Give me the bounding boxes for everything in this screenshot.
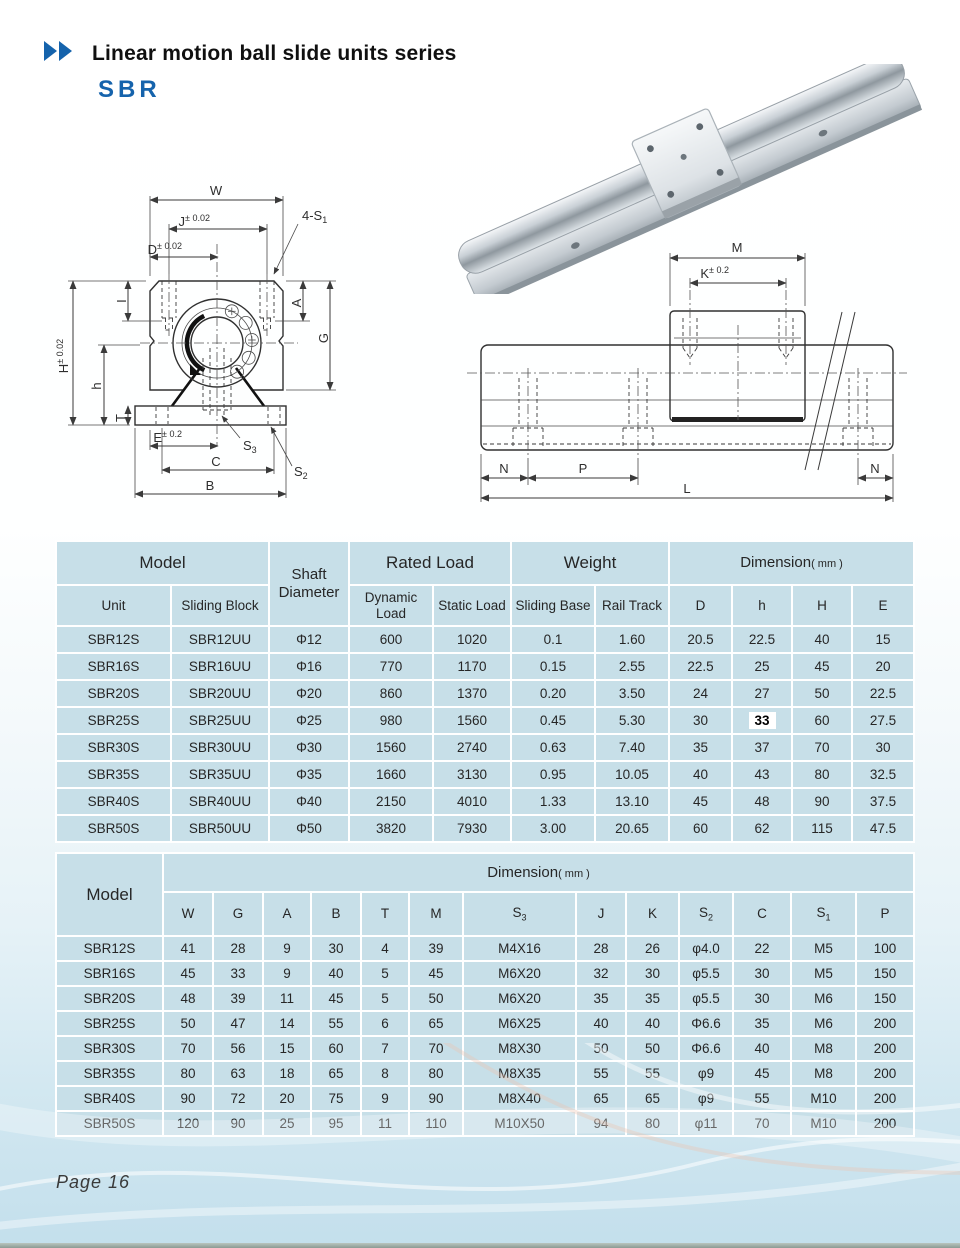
table2-cell: 9 [263, 961, 311, 986]
table1-cell-E: 27.5 [852, 707, 914, 734]
dim-label-i: I [114, 299, 129, 303]
table1-cell-h: 25 [732, 653, 792, 680]
table1-cell-D: 22.5 [669, 653, 732, 680]
table2-cell: 11 [361, 1111, 409, 1136]
table2-cell-model: SBR12S [56, 936, 163, 961]
table1-cell-dyn: 600 [349, 626, 433, 653]
table1-cell-base: 1.33 [511, 788, 595, 815]
table1-cell-stat: 4010 [433, 788, 511, 815]
table1-cell-block: SBR30UU [171, 734, 269, 761]
table2-cell: M8 [791, 1036, 856, 1061]
table2-cell: 50 [163, 1011, 213, 1036]
table1-cell-h: 22.5 [732, 626, 792, 653]
table1-cell-block: SBR50UU [171, 815, 269, 842]
table1-cell-dyn: 980 [349, 707, 433, 734]
table2-cell: 90 [409, 1086, 463, 1111]
front-view-diagram [40, 178, 372, 510]
table1-cell-H: 115 [792, 815, 852, 842]
table2-cell: 63 [213, 1061, 263, 1086]
table2-cell: 39 [409, 936, 463, 961]
table1-row [56, 680, 914, 707]
table1-cell-H: 90 [792, 788, 852, 815]
table2-cell: 5 [361, 986, 409, 1011]
svg-text:D± 0.02 [148, 241, 182, 257]
table1-cell-E: 32.5 [852, 761, 914, 788]
table1-cell-h: 62 [732, 815, 792, 842]
svg-text:S2 [294, 464, 308, 481]
table2-cell: 30 [733, 961, 791, 986]
table2-cell: 50 [626, 1036, 679, 1061]
table2-cell: 65 [409, 1011, 463, 1036]
header-static-load: Static Load [433, 585, 511, 626]
table2-cell: 33 [213, 961, 263, 986]
svg-text:H± 0.02 [55, 339, 71, 373]
table2-cell-model: SBR35S [56, 1061, 163, 1086]
table1-cell-E: 37.5 [852, 788, 914, 815]
table2-row [56, 1036, 914, 1061]
table2-row [56, 1111, 914, 1136]
table1-cell-shaft: Φ50 [269, 815, 349, 842]
table1-cell-base: 0.45 [511, 707, 595, 734]
header-dimension: Dimension( mm ) [669, 541, 914, 585]
table2-cell: 90 [163, 1086, 213, 1111]
table1-cell-block: SBR25UU [171, 707, 269, 734]
table1-cell-dyn: 770 [349, 653, 433, 680]
table2-cell: 200 [856, 1111, 914, 1136]
dim-label-s3: S [243, 438, 252, 453]
dim-label-h-upper: H [56, 363, 71, 374]
dim-tol-e: ± 0.2 [162, 429, 182, 439]
table1-cell-block: SBR20UU [171, 680, 269, 707]
table1-cell-rail: 20.65 [595, 815, 669, 842]
table2-cell: φ5.5 [679, 986, 733, 1011]
table1-row [56, 734, 914, 761]
load-spec-table [55, 540, 915, 843]
table2-col-s1: $S_1$ [791, 892, 856, 936]
table2-cell: 120 [163, 1111, 213, 1136]
table1-cell-D: 40 [669, 761, 732, 788]
table2-cell: 72 [213, 1086, 263, 1111]
table2-col-k: K [626, 892, 679, 936]
header-sliding-base: Sliding Base [511, 585, 595, 626]
table2-cell: 11 [263, 986, 311, 1011]
table2-cell: 150 [856, 961, 914, 986]
table2-cell: 55 [626, 1061, 679, 1086]
table1-cell-base: 3.00 [511, 815, 595, 842]
table1-cell-rail: 2.55 [595, 653, 669, 680]
table2-cell: 40 [626, 1011, 679, 1036]
header-unit: Unit [56, 585, 171, 626]
table1-cell-D: 20.5 [669, 626, 732, 653]
table2-cell: 20 [263, 1086, 311, 1111]
table2-row [56, 936, 914, 961]
table1-cell-shaft: Φ35 [269, 761, 349, 788]
page-title: Linear motion ball slide units series [92, 41, 457, 65]
dimension-unit: ( mm ) [558, 867, 590, 880]
table1-cell-shaft: Φ16 [269, 653, 349, 680]
page-header [44, 40, 457, 104]
table1-cell-h: 43 [732, 761, 792, 788]
header-h-upper: H [792, 585, 852, 626]
table1-cell-H: 40 [792, 626, 852, 653]
page-number: Page 16 [56, 1172, 131, 1192]
table2-cell: 70 [163, 1036, 213, 1061]
svg-text:K± 0.2 [700, 265, 729, 281]
table1-row [56, 653, 914, 680]
patched-value: 33 [750, 713, 775, 729]
table2-cell: 45 [311, 986, 361, 1011]
dim-label-n-left: N [499, 461, 509, 476]
table1-cell-shaft: Φ25 [269, 707, 349, 734]
table2-cell: M8X30 [463, 1036, 576, 1061]
table1-cell-shaft: Φ12 [269, 626, 349, 653]
table1-cell-rail: 1.60 [595, 626, 669, 653]
table2-cell: 55 [576, 1061, 626, 1086]
table2-cell: 65 [311, 1061, 361, 1086]
table2-cell: 200 [856, 1061, 914, 1086]
table2-col-j: J [576, 892, 626, 936]
table2-col-g: G [213, 892, 263, 936]
table2-cell: φ9 [679, 1086, 733, 1111]
table2-cell: Φ6.6 [679, 1011, 733, 1036]
svg-text:S3 [243, 438, 257, 455]
table1-row [56, 761, 914, 788]
dim-label-c: C [211, 454, 221, 469]
table2-cell: 28 [576, 936, 626, 961]
table2-cell: 15 [263, 1036, 311, 1061]
table1-row [56, 707, 914, 734]
table1-cell-H: 45 [792, 653, 852, 680]
table1-cell-base: 0.15 [511, 653, 595, 680]
table1-cell-shaft: Φ40 [269, 788, 349, 815]
table2-cell: 45 [409, 961, 463, 986]
table2-cell: φ5.5 [679, 961, 733, 986]
table1-cell-unit: SBR12S [56, 626, 171, 653]
dimension-spec-table [55, 852, 915, 1137]
table1-cell-rail: 10.05 [595, 761, 669, 788]
table2-cell: M6X20 [463, 986, 576, 1011]
dim-tol-h: ± 0.02 [55, 338, 65, 364]
table2-row [56, 1011, 914, 1036]
table1-cell-E: 47.5 [852, 815, 914, 842]
table1-cell-rail: 5.30 [595, 707, 669, 734]
table1-cell-E: 30 [852, 734, 914, 761]
table2-cell: 41 [163, 936, 213, 961]
series-label: SBR [98, 76, 161, 103]
table1-cell-block: SBR16UU [171, 653, 269, 680]
table2-cell-model: SBR50S [56, 1111, 163, 1136]
table1-cell-dyn: 1560 [349, 734, 433, 761]
table2-cell: M10 [791, 1086, 856, 1111]
table2-cell: 35 [576, 986, 626, 1011]
table2-cell-model: SBR25S [56, 1011, 163, 1036]
table2-row [56, 961, 914, 986]
table2-cell: 40 [311, 961, 361, 986]
dim-label-s1: 4-S [302, 208, 323, 223]
table2-cell: M5 [791, 936, 856, 961]
table2-col-s3: $S_3$ [463, 892, 576, 936]
header-e: E [852, 585, 914, 626]
table1-cell-stat: 1170 [433, 653, 511, 680]
dim-tol-k: ± 0.2 [709, 265, 729, 275]
table2-cell: 30 [733, 986, 791, 1011]
dim-label-t: T [113, 414, 128, 422]
table2-cell-model: SBR16S [56, 961, 163, 986]
table2-cell: 75 [311, 1086, 361, 1111]
dim-label-s3-sub: 3 [251, 445, 257, 455]
table2-cell: 200 [856, 1011, 914, 1036]
svg-text:4-S1 [302, 208, 327, 225]
table1-cell-dyn: 860 [349, 680, 433, 707]
table2-cell: 47 [213, 1011, 263, 1036]
table2-cell: 70 [733, 1111, 791, 1136]
table2-cell-model: SBR40S [56, 1086, 163, 1111]
table1-cell-shaft: Φ30 [269, 734, 349, 761]
dim-label-w: W [209, 183, 223, 198]
header-d: D [669, 585, 732, 626]
table2-cell: 7 [361, 1036, 409, 1061]
table2-cell: 60 [311, 1036, 361, 1061]
table1-cell-E: 15 [852, 626, 914, 653]
double-arrow-icon [44, 40, 80, 67]
table1-cell-base: 0.63 [511, 734, 595, 761]
header-dynamic-load: Dynamic Load [349, 585, 433, 626]
table2-row [56, 1061, 914, 1086]
dim-label-m: M [731, 240, 743, 255]
table2-cell: 55 [733, 1086, 791, 1111]
table2-cell: 6 [361, 1011, 409, 1036]
table1-cell-h: 37 [732, 734, 792, 761]
table2-cell: 200 [856, 1036, 914, 1061]
table2-cell: 9 [263, 936, 311, 961]
table2-cell: 28 [213, 936, 263, 961]
table2-col-p: P [856, 892, 914, 936]
table2-cell: M8X35 [463, 1061, 576, 1086]
table2-cell: Φ6.6 [679, 1036, 733, 1061]
table2-cell: φ11 [679, 1111, 733, 1136]
table1-cell-D: 60 [669, 815, 732, 842]
table1-cell-E: 22.5 [852, 680, 914, 707]
table2-cell-model: SBR20S [56, 986, 163, 1011]
table2-cell: 40 [576, 1011, 626, 1036]
table1-cell-H: 80 [792, 761, 852, 788]
table2-cell: 45 [733, 1061, 791, 1086]
table1-cell-dyn: 2150 [349, 788, 433, 815]
header-model: Model [56, 541, 269, 585]
table2-cell: M6 [791, 1011, 856, 1036]
table1-cell-base: 0.20 [511, 680, 595, 707]
header-sliding-block: Sliding Block [171, 585, 269, 626]
table2-cell: 94 [576, 1111, 626, 1136]
table1-cell-stat: 1560 [433, 707, 511, 734]
table2-cell: 56 [213, 1036, 263, 1061]
table2-cell: M8 [791, 1061, 856, 1086]
table1-cell-stat: 3130 [433, 761, 511, 788]
table1-row [56, 626, 914, 653]
table1-cell-stat: 1370 [433, 680, 511, 707]
svg-text:J± 0.02 [179, 213, 210, 229]
dim-label-s2-sub: 2 [302, 471, 308, 481]
header-rated-load: Rated Load [349, 541, 511, 585]
table1-cell-D: 24 [669, 680, 732, 707]
table2-cell: 80 [163, 1061, 213, 1086]
table1-cell-rail: 7.40 [595, 734, 669, 761]
table2-col-m: M [409, 892, 463, 936]
table1-cell-H: 50 [792, 680, 852, 707]
table2-cell: 25 [263, 1111, 311, 1136]
header-dimension: Dimension( mm ) [163, 853, 914, 892]
table1-cell-rail: 13.10 [595, 788, 669, 815]
table2-cell: 40 [733, 1036, 791, 1061]
table2-cell: 18 [263, 1061, 311, 1086]
table2-cell: 32 [576, 961, 626, 986]
dim-tol-d: ± 0.02 [157, 241, 182, 251]
bottom-edge-strip [0, 1243, 960, 1248]
table2-row [56, 1086, 914, 1111]
table2-cell: 14 [263, 1011, 311, 1036]
table2-cell: 150 [856, 986, 914, 1011]
table2-cell: 5 [361, 961, 409, 986]
table1-row [56, 815, 914, 842]
table1-cell-block: SBR35UU [171, 761, 269, 788]
dim-label-d: D [147, 242, 158, 257]
table2-cell: 80 [409, 1061, 463, 1086]
table2-cell: M5 [791, 961, 856, 986]
table2-cell: 9 [361, 1086, 409, 1111]
dim-label-k: K [700, 266, 710, 281]
table2-cell: M6X25 [463, 1011, 576, 1036]
table2-cell: 50 [409, 986, 463, 1011]
table2-cell: 26 [626, 936, 679, 961]
table1-cell-dyn: 3820 [349, 815, 433, 842]
table2-col-c: C [733, 892, 791, 936]
dim-label-n-right: N [870, 461, 880, 476]
dim-label-p: P [578, 461, 588, 476]
svg-text:E± 0.2 [153, 429, 182, 445]
table2-col-t: T [361, 892, 409, 936]
table2-col-w: W [163, 892, 213, 936]
table1-cell-D: 45 [669, 788, 732, 815]
table1-cell-base: 0.1 [511, 626, 595, 653]
table2-cell: M8X40 [463, 1086, 576, 1111]
table1-cell-h: 48 [732, 788, 792, 815]
table1-cell-stat: 1020 [433, 626, 511, 653]
table2-cell: 80 [626, 1111, 679, 1136]
table1-cell-shaft: Φ20 [269, 680, 349, 707]
header-h-lower: h [732, 585, 792, 626]
table1-cell-E: 20 [852, 653, 914, 680]
table2-cell: φ4.0 [679, 936, 733, 961]
table2-cell: M10 [791, 1111, 856, 1136]
table2-col-b: B [311, 892, 361, 936]
header-weight: Weight [511, 541, 669, 585]
table2-cell: M10X50 [463, 1111, 576, 1136]
table1-cell-base: 0.95 [511, 761, 595, 788]
table2-cell-model: SBR30S [56, 1036, 163, 1061]
table2-cell: 39 [213, 986, 263, 1011]
dim-tol-j: ± 0.02 [185, 213, 210, 223]
table2-cell: M6X20 [463, 961, 576, 986]
table1-row [56, 788, 914, 815]
table2-cell: M4X16 [463, 936, 576, 961]
table1-cell-unit: SBR40S [56, 788, 171, 815]
table1-cell-unit: SBR30S [56, 734, 171, 761]
dim-label-g: G [316, 332, 331, 344]
table1-cell-D: 35 [669, 734, 732, 761]
table2-cell: 65 [626, 1086, 679, 1111]
table1-cell-dyn: 1660 [349, 761, 433, 788]
table2-cell: 95 [311, 1111, 361, 1136]
table2-cell: 35 [626, 986, 679, 1011]
table2-cell: 70 [409, 1036, 463, 1061]
table2-cell: 22 [733, 936, 791, 961]
dimension-unit: ( mm ) [811, 558, 843, 571]
table1-cell-H: 60 [792, 707, 852, 734]
dim-label-b: B [205, 478, 215, 493]
side-view-diagram [443, 230, 925, 512]
table1-cell-unit: SBR16S [56, 653, 171, 680]
dim-label-h-lower: h [89, 382, 104, 390]
table1-cell-unit: SBR35S [56, 761, 171, 788]
table2-cell: 200 [856, 1086, 914, 1111]
table1-cell-block: SBR12UU [171, 626, 269, 653]
dim-label-j: J [178, 214, 186, 229]
table1-cell-stat: 7930 [433, 815, 511, 842]
table2-cell: 30 [626, 961, 679, 986]
table2-cell: 35 [733, 1011, 791, 1036]
table2-cell: 55 [311, 1011, 361, 1036]
table1-cell-H: 70 [792, 734, 852, 761]
table2-cell: 48 [163, 986, 213, 1011]
table2-col-s2: $S_2$ [679, 892, 733, 936]
table2-cell: 4 [361, 936, 409, 961]
dim-label-s1-sub: 1 [322, 215, 328, 225]
table1-cell-unit: SBR20S [56, 680, 171, 707]
table2-cell: 30 [311, 936, 361, 961]
table1-cell-stat: 2740 [433, 734, 511, 761]
table1-cell-unit: SBR25S [56, 707, 171, 734]
dim-label-l: L [683, 481, 691, 496]
table2-cell: 45 [163, 961, 213, 986]
table2-col-a: A [263, 892, 311, 936]
header-rail-track: Rail Track [595, 585, 669, 626]
table1-cell-D: 30 [669, 707, 732, 734]
table1-cell-block: SBR40UU [171, 788, 269, 815]
table1-cell-unit: SBR50S [56, 815, 171, 842]
table2-cell: φ9 [679, 1061, 733, 1086]
table1-cell-h [732, 707, 792, 734]
dim-label-s2: S [294, 464, 303, 479]
table2-cell: 100 [856, 936, 914, 961]
dim-label-e: E [153, 430, 163, 445]
table1-cell-h: 27 [732, 680, 792, 707]
table2-cell: 8 [361, 1061, 409, 1086]
table2-cell: 50 [576, 1036, 626, 1061]
dim-label-a: A [289, 298, 304, 308]
table2-cell: 65 [576, 1086, 626, 1111]
header-shaft-diameter: Shaft Diameter [269, 541, 349, 626]
table2-cell: M6 [791, 986, 856, 1011]
table2-row [56, 986, 914, 1011]
table2-cell: 110 [409, 1111, 463, 1136]
table2-cell: 90 [213, 1111, 263, 1136]
header-model: Model [56, 853, 163, 936]
table1-cell-rail: 3.50 [595, 680, 669, 707]
